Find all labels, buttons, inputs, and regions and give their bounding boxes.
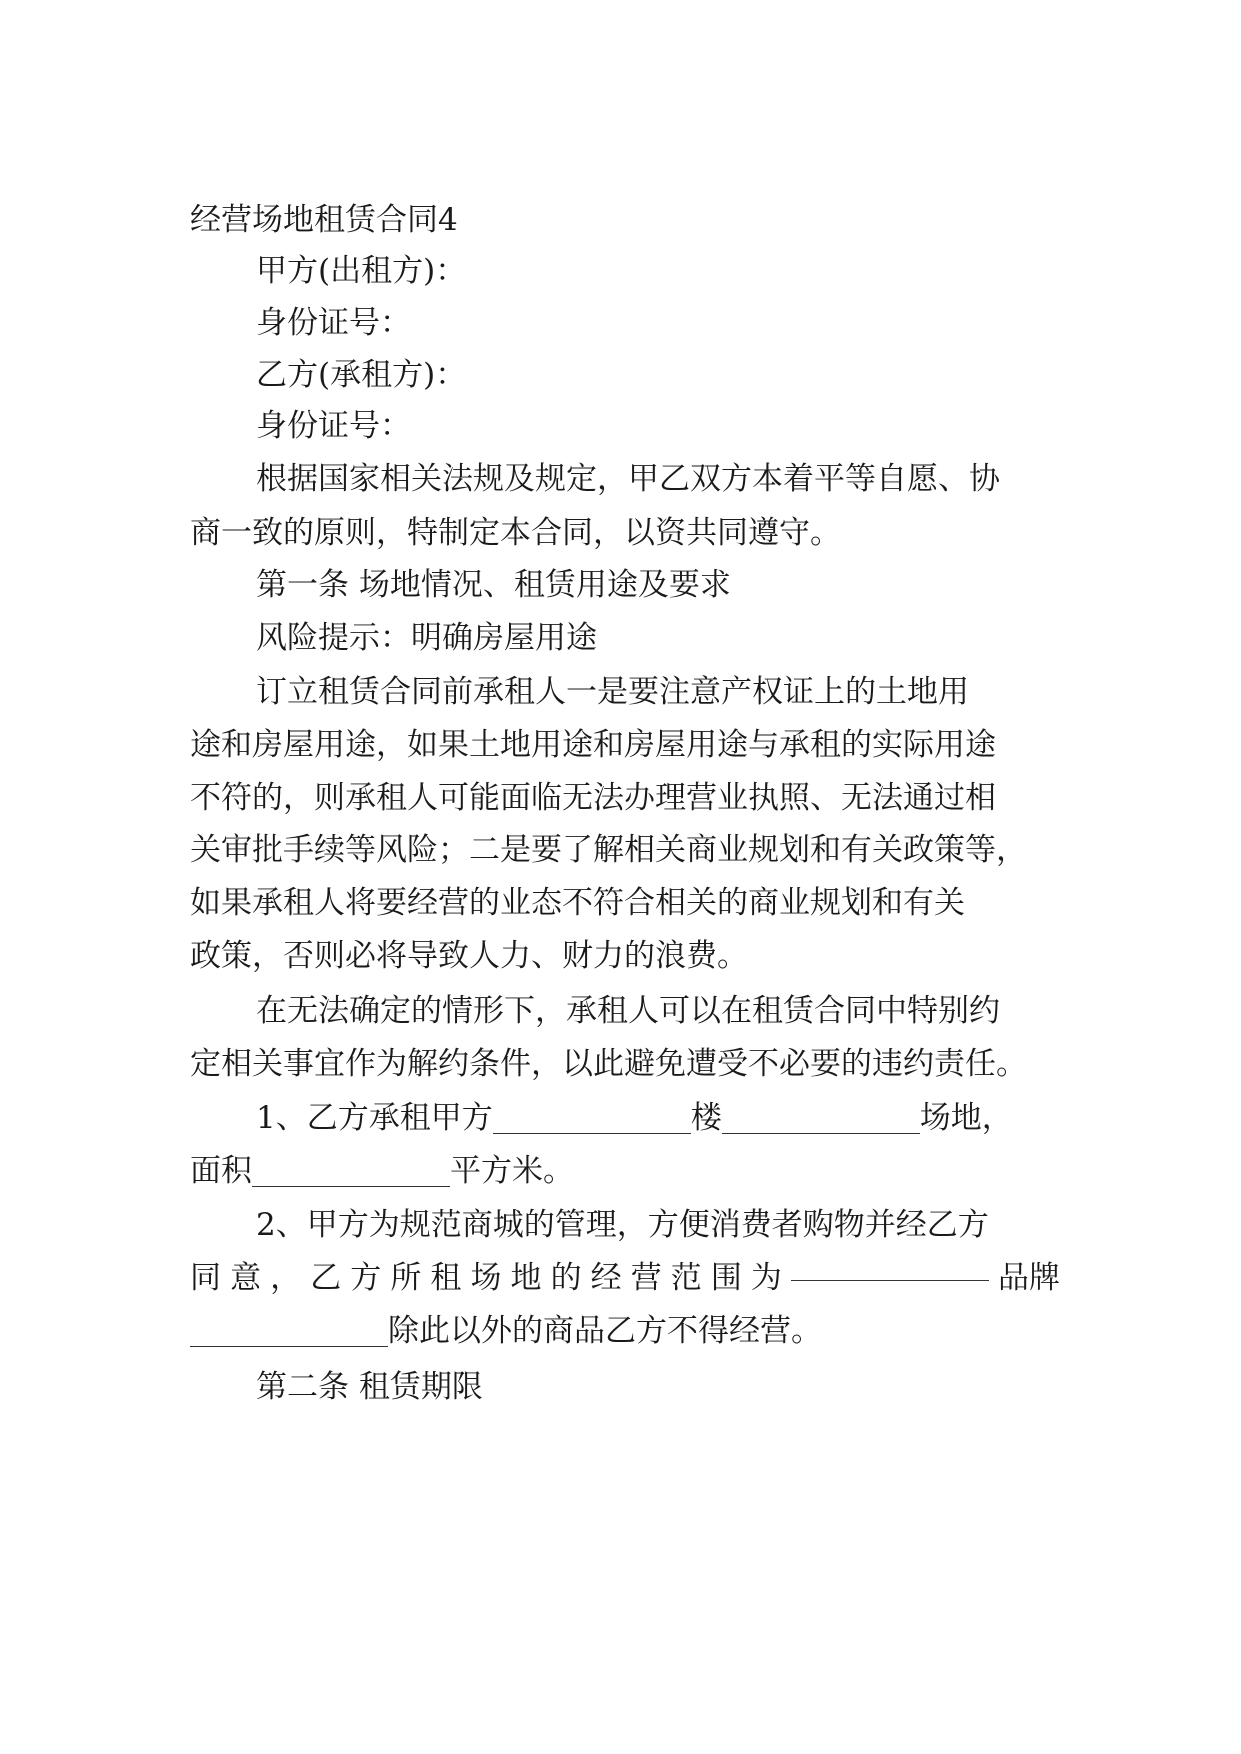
clause-2-char: 意	[230, 1260, 262, 1296]
clause-2-char: 所	[390, 1260, 422, 1296]
clause-2-text: 除此以外的商品乙方不得经营。	[388, 1313, 822, 1349]
venue-blank[interactable]	[722, 1103, 920, 1134]
intro-line: 商一致的原则，特制定本合同，以资共同遵守。	[190, 515, 841, 551]
party-b-id-label: 身份证号：	[256, 408, 411, 444]
clause-1-text: 楼	[690, 1100, 722, 1136]
risk-body-line: 不符的，则承租人可能面临无法办理营业执照、无法通过相	[190, 780, 996, 816]
clause-1-line	[256, 1090, 1060, 1146]
clause-2-line	[190, 1303, 1060, 1359]
risk-heading: 风险提示：明确房屋用途	[256, 620, 597, 656]
clause-1-text: 平方米。	[450, 1153, 574, 1189]
clause-2-char: 同	[190, 1260, 221, 1296]
risk-body-line: 如果承租人将要经营的业态不符合相关的商业规划和有关	[190, 885, 965, 921]
area-blank[interactable]	[252, 1156, 450, 1187]
clause-2-char: 地	[510, 1260, 542, 1296]
risk-body-line: 政策，否则必将导致人力、财力的浪费。	[190, 938, 748, 974]
party-b-label: 乙方(承租方)：	[256, 357, 467, 393]
business-scope-blank[interactable]	[791, 1250, 989, 1281]
brand-blank[interactable]	[190, 1316, 388, 1347]
clause-2-char: 租	[430, 1260, 462, 1296]
risk-body-line: 关审批手续等风险；二是要了解相关商业规划和有关政策等，	[190, 832, 1027, 868]
clause-1-text: 1、乙方承租甲方	[256, 1100, 493, 1136]
risk-body2-line: 在无法确定的情形下，承租人可以在租赁合同中特别约	[256, 993, 1000, 1029]
clause-1-text: 面积	[190, 1153, 252, 1189]
document-title: 经营场地租赁合同4	[190, 202, 458, 238]
clause-2-char: 方	[350, 1260, 382, 1296]
floor-blank[interactable]	[493, 1103, 691, 1134]
clause-1-text: 场地，	[919, 1100, 1013, 1136]
clause-2-char: ，	[270, 1260, 302, 1296]
risk-body-line: 订立租赁合同前承租人一是要注意产权证上的土地用	[256, 674, 969, 710]
clause-2-char: 围	[710, 1260, 742, 1296]
clause-2-char: 场	[470, 1260, 502, 1296]
clause-1-line	[190, 1143, 1060, 1199]
clause-2-line: 2、甲方为规范商城的管理，方便消费者购物并经乙方	[256, 1207, 989, 1243]
risk-body2-line: 定相关事宜作为解约条件，以此避免遭受不必要的违约责任。	[190, 1046, 1027, 1082]
risk-body-line: 途和房屋用途，如果土地用途和房屋用途与承租的实际用途	[190, 727, 996, 763]
party-a-id-label: 身份证号：	[256, 305, 411, 341]
article-1-heading: 第一条 场地情况、租赁用途及要求	[256, 567, 731, 603]
clause-2-char: 经	[590, 1260, 622, 1296]
article-2-heading: 第二条 租赁期限	[256, 1369, 483, 1405]
clause-2-text: 品牌	[998, 1260, 1060, 1296]
clause-2-char: 范	[670, 1260, 702, 1296]
clause-2-char: 为	[750, 1260, 782, 1296]
clause-2-char: 的	[550, 1260, 582, 1296]
party-a-label: 甲方(出租方)：	[256, 253, 467, 289]
clause-2-char: 乙	[310, 1260, 342, 1296]
clause-2-line	[190, 1250, 1060, 1306]
clause-2-char: 营	[630, 1260, 662, 1296]
intro-line: 根据国家相关法规及规定，甲乙双方本着平等自愿、协	[256, 461, 1000, 497]
